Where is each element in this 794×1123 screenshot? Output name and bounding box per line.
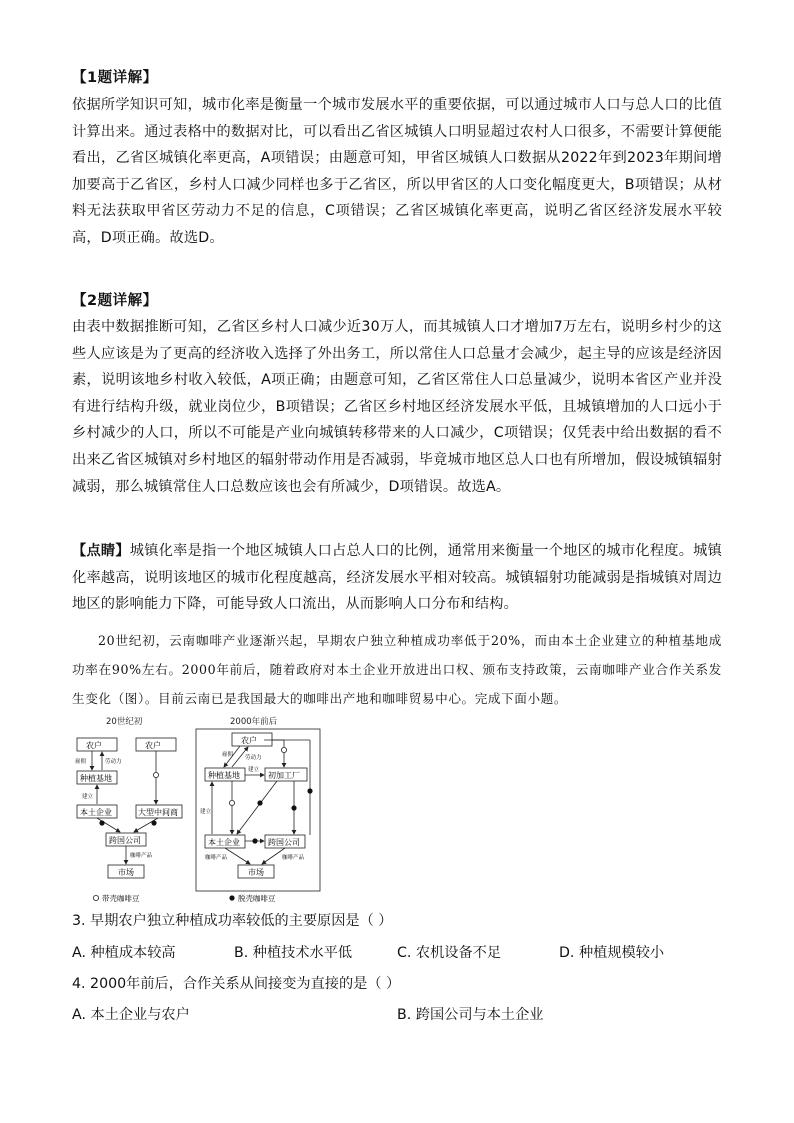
left-market-node: 市场 — [118, 868, 134, 877]
q1-explanation — [72, 92, 722, 252]
q3-stem: 3. 早期农户独立种植成功率较低的主要原因是（ ） — [72, 913, 393, 929]
q2-heading: 【2题详解】 — [72, 293, 158, 309]
q4-option-a[interactable]: A. 本土企业与农户 — [72, 1007, 190, 1023]
q4-option-b[interactable]: B. 跨国公司与本土企业 — [397, 1007, 544, 1023]
right-labor-label: 劳动力 — [245, 755, 262, 761]
right-build-label-2: 建立 — [248, 767, 260, 773]
legend-solid: 脱壳咖啡豆 — [238, 894, 276, 903]
right-local-node: 本土企业 — [208, 838, 240, 847]
q3-option-b[interactable]: B. 种植技术水平低 — [234, 945, 353, 961]
right-coffee-label-2: 咖啡产品 — [282, 855, 305, 861]
left-coffee-label: 咖啡产品 — [130, 853, 153, 859]
left-panel — [75, 738, 182, 878]
q2-explanation-text: 由表中数据推断可知，乙省区乡村人口减少近30万人，而其城镇人口才增加7万左右，说明乡村少的这些人应该是为了更高的经济收入选择了外出务工，所以常住人口总量才会减少，起主导的应该是经济因素，说明该地乡村收入较低，A项正确；由题意可知，乙省区常住人口总量减少，说明本省区产业并没有进行结构升级，就业岗位少，B项错误；乙省区乡村地区经济发展水平低，且城镇增加的人口远小于乡村减少的人口，所以不可能是产业向城镇转移带来的人口减少，C项错误；仅凭表中给出数据的看不出来乙省区城镇对乡村地区的辐射带动作用是否减弱，毕竟城市地区总人口也有所增加，假设城镇辐射减弱，那么城镇常住人口总数应该也会有所减少，D项错误。故选A。 — [72, 319, 722, 495]
left-panel-title: 20世纪初 — [106, 717, 143, 727]
right-build-label: 建立 — [200, 809, 212, 815]
right-panel-title: 2000年前后 — [230, 717, 278, 727]
left-land-label: 雇佣 — [75, 759, 87, 765]
left-mnc-node: 跨国公司 — [109, 836, 141, 845]
q4-stem: 4. 2000年前后，合作关系从间接变为直接的是（ ） — [72, 976, 401, 992]
right-coffee-label-1: 咖啡产品 — [205, 855, 228, 861]
dianjing-heading: 【点睛】 — [72, 543, 130, 559]
left-labor-label: 劳动力 — [105, 759, 122, 765]
right-market-node: 市场 — [248, 868, 264, 877]
material-text: 20世纪初，云南咖啡产业逐渐兴起，早期农户独立种植成功率低于20%，而由本土企业建立的种植基地成功率在90%左右。2000年前后，随着政府对本土企业开放进出口权、颁布支持政策，云南咖啡产业合作关系发生变化（图）。目前云南已是我国最大的咖啡出产地和咖啡贸易中心。完成下面小题。 — [72, 633, 722, 706]
dianjing-text: 城镇化率是指一个地区城镇人口占总人口的比例，通常用来衡量一个地区的城市化程度。城镇化率越高，说明该地区的城市化程度越高，经济发展水平相对较高。城镇辐射功能减弱是指城镇对周边地区的影响能力下降，可能导致人口流出，从而影响人口分布和结构。 — [72, 543, 723, 613]
q3-option-a[interactable]: A. 种植成本较高 — [72, 945, 176, 961]
q3-option-c[interactable]: C. 农机设备不足 — [397, 945, 502, 961]
q1-heading: 【1题详解】 — [72, 70, 158, 86]
left-middleman-node: 大型中间商 — [138, 808, 178, 817]
left-local-node: 本土企业 — [80, 808, 112, 817]
left-build-label: 建立 — [82, 794, 94, 800]
right-farmer-node: 农户 — [241, 736, 257, 745]
legend — [93, 893, 276, 903]
right-mnc-node: 跨国公司 — [268, 838, 300, 847]
left-farmer-node-2: 农户 — [145, 741, 161, 750]
dianjing-block — [72, 538, 722, 618]
right-base-node: 种植基地 — [208, 771, 240, 780]
left-base-node: 种植基地 — [80, 774, 112, 783]
q2-explanation — [72, 314, 722, 500]
q1-explanation-text: 依据所学知识可知，城市化率是衡量一个城市发展水平的重要依据，可以通过城市人口与总人口的比值计算出来。通过表格中的数据对比，可以看出乙省区城镇人口明显超过农村人口很多，不需要计算便能看出，乙省区城镇化率更高，A项错误；由题意可知，甲省区城镇人口数据从2022年到2023年期间增加要高于乙省区，乡村人口减少同样也多于乙省区，所以甲省区的人口变化幅度更大，B项错误；从材料无法获取甲省区劳动力不足的信息，C项错误；乙省区城镇化率更高，说明乙省区经济发展水平较高，D项正确。故选D。 — [72, 97, 722, 246]
legend-hollow: 带壳咖啡豆 — [102, 894, 140, 903]
right-factory-node: 初加工厂 — [268, 771, 300, 780]
right-land-label: 雇佣 — [222, 752, 234, 758]
right-panel — [196, 729, 320, 891]
left-farmer-node: 农户 — [86, 741, 102, 750]
q3-option-d[interactable]: D. 种植规模较小 — [559, 945, 665, 961]
cooperation-diagram — [72, 713, 332, 903]
